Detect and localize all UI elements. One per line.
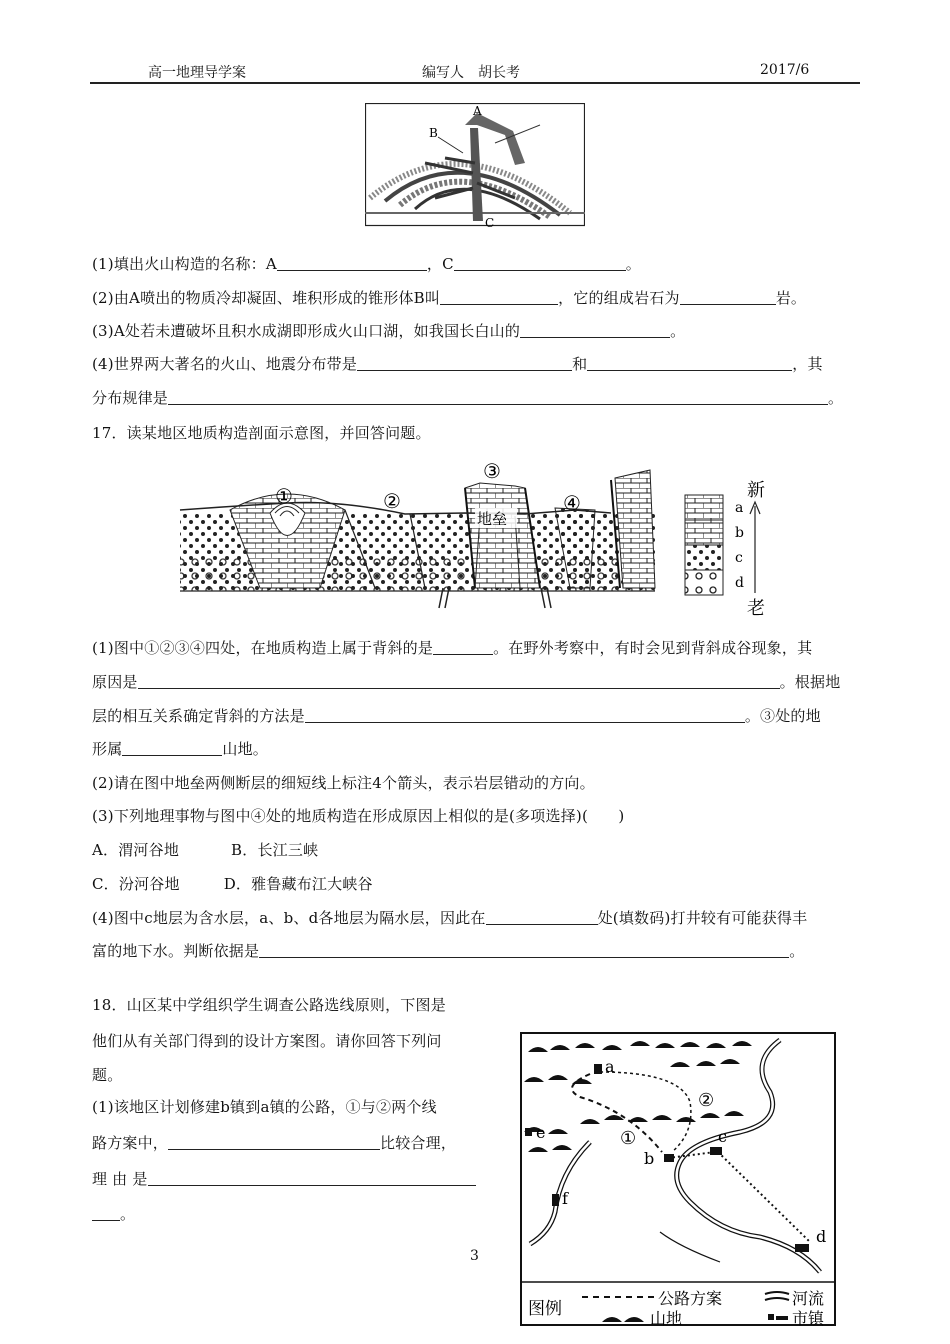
label-a: A [473,104,482,118]
blank[interactable] [168,389,828,405]
page-number: 3 [470,1248,479,1264]
option-b[interactable]: B．长江三峡 [231,841,319,859]
legend-a: a [735,500,744,516]
blank[interactable] [454,255,626,271]
header-date: 2017/6 [760,62,810,78]
town-c: c [718,1127,727,1146]
blank[interactable] [138,673,780,689]
blank[interactable] [305,707,745,723]
q17-part4: (4)图中c地层为含水层，a、b、d各地层为隔水层，因此在 处(填数码)打井较有可能获得丰 [92,909,808,927]
blank[interactable] [259,942,789,958]
volcano-figure [365,103,585,231]
label-c: C [485,216,495,230]
q18-line1: 18．山区某中学组织学生调查公路选线原则，下图是 [92,996,446,1014]
q18-line7: 。 [92,1203,135,1224]
town-a: a [605,1057,615,1076]
q18-line5: 路方案中， 比较合理， [92,1134,457,1152]
label-2: ② [383,489,401,513]
blank[interactable] [357,355,572,371]
blank[interactable] [168,1134,380,1150]
label-4: ④ [563,491,581,515]
q17-part1-b: 原因是 。根据地 [92,673,841,691]
q16-part1: (1)填出火山构造的名称：A ，C 。 [92,255,641,273]
option-a[interactable]: A．渭河谷地 [92,841,180,859]
blank[interactable] [92,1205,120,1221]
q16-part2: (2)由A喷出的物质冷却凝固、堆积形成的锥形体B叫 ，它的组成岩石为 岩。 [92,289,807,307]
legend-new: 新 [747,480,765,501]
route-1-label: ① [620,1128,637,1149]
q16-part3: (3)A处若未遭破坏且积水成湖即形成火山口湖，如我国长白山的 。 [92,322,686,340]
town-f: f [562,1189,568,1208]
q18-line2: 他们从有关部门得到的设计方案图。请你回答下列问 [92,1032,442,1050]
label-3: ③ [483,459,501,483]
header-author: 编写人 胡长考 [422,65,520,81]
legend-old: 老 [747,598,765,618]
header-rule [90,82,860,84]
route-2-label: ② [698,1090,715,1111]
legend-river: 河流 [792,1289,825,1308]
town-icon [768,1314,774,1320]
q17-part1-d: 形属 山地。 [92,740,269,758]
blank[interactable] [122,740,222,756]
label-1: ① [275,484,293,508]
blank[interactable] [587,355,792,371]
option-c[interactable]: C．汾河谷地 [92,875,180,893]
blank[interactable] [680,289,776,305]
horst-label: 地垒 [477,510,508,528]
road-plan-map [520,1032,838,1328]
q17-options-cd [92,873,373,894]
blank[interactable] [433,639,493,655]
blank[interactable] [148,1170,476,1186]
header-title: 高一地理导学案 [148,65,246,81]
q17-part2: (2)请在图中地垒两侧断层的细短线上标注4个箭头，表示岩层错动的方向。 [92,774,595,792]
legend-c: c [735,550,743,566]
blank[interactable] [277,255,427,271]
q17-title: 17．读某地区地质构造剖面示意图，并回答问题。 [92,424,431,442]
legend-b: b [735,525,744,541]
q16-part4: (4)世界两大著名的火山、地震分布带是 和 ，其 [92,355,823,373]
town-e: e [536,1123,546,1142]
blank[interactable] [486,909,598,925]
town-d: d [816,1227,827,1246]
legend-d: d [735,575,744,591]
blank[interactable] [520,322,670,338]
option-d[interactable]: D．雅鲁藏布江大峡谷 [223,875,373,893]
label-b: B [429,126,438,140]
legend-road: 公路方案 [658,1289,723,1308]
legend-mountain: 山地 [650,1309,683,1328]
legend-town: 市镇 [792,1309,825,1328]
legend-title: 图例 [528,1299,562,1319]
q18-line3: 题。 [92,1066,123,1084]
town-b: b [644,1149,655,1168]
q16-part4-cont: 分布规律是 。 [92,389,844,407]
blank[interactable] [440,289,558,305]
q17-options-ab [92,839,318,860]
q18-line6: 理 由 是 [92,1168,476,1189]
q17-part3: (3)下列地理事物与图中④处的地质构造在形成原因上相似的是(多项选择)( ) [92,807,625,825]
q18-line4: (1)该地区计划修建b镇到a镇的公路，①与②两个线 [92,1098,437,1116]
q17-part1: (1)图中①②③④四处，在地质构造上属于背斜的是 。在野外考察中，有时会见到背斜成谷现象，其 [92,639,813,657]
geologic-section-figure [175,458,780,618]
q17-part1-c: 层的相互关系确定背斜的方法是 。③处的地 [92,707,821,725]
q17-part4-b: 富的地下水。判断依据是 。 [92,942,805,960]
